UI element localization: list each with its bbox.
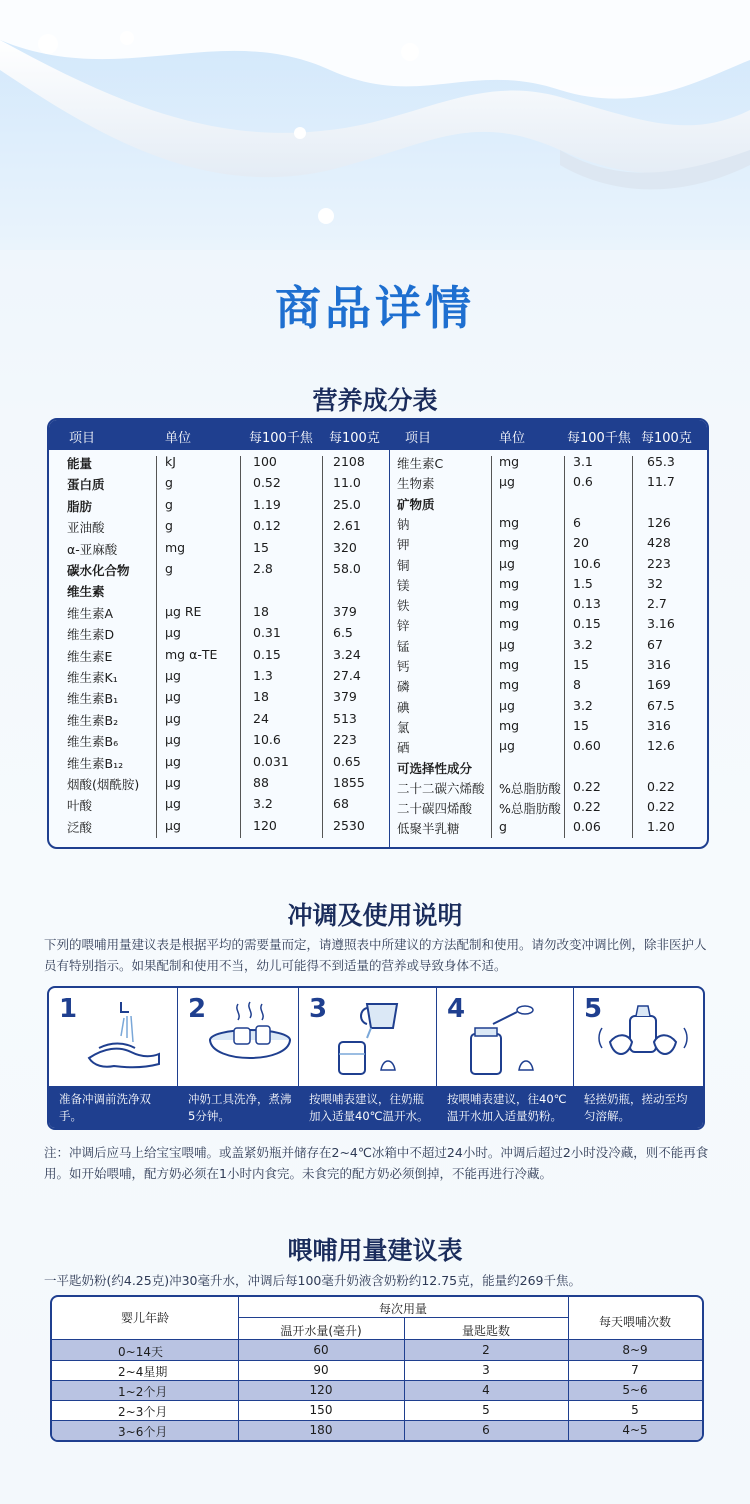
- pour-water-icon: [319, 998, 419, 1078]
- nutrient-unit: mg: [499, 717, 520, 733]
- nutrient-per-kj: 0.31: [253, 625, 281, 641]
- nutrient-per-g: 316: [647, 657, 671, 672]
- nutrient-unit: g: [165, 561, 173, 576]
- step-number: 2: [188, 994, 207, 1024]
- nutrition-table: [47, 418, 709, 849]
- nutrient-unit: μg: [499, 555, 515, 571]
- nutrient-unit: μg: [165, 817, 181, 833]
- nutrient-unit: g: [165, 518, 173, 534]
- nutrient-unit: μg: [165, 732, 181, 748]
- feeding-times: 7: [631, 1363, 639, 1377]
- nutrient-per-kj: 88: [253, 775, 269, 790]
- feeding-age: 0~14天: [118, 1345, 163, 1359]
- nutrient-name: 二十碳四烯酸: [397, 801, 473, 817]
- nutrient-per-g: 513: [333, 710, 357, 726]
- nutrient-name: 维生素D: [67, 627, 115, 643]
- nutrient-per-g: 12.6: [647, 738, 675, 754]
- nutrient-per-kj: 8: [573, 677, 581, 693]
- header-per-g-left: 每100克: [329, 431, 380, 446]
- step-4: [437, 988, 573, 1128]
- nutrient-per-g: 67.5: [647, 697, 675, 713]
- nutrient-per-kj: 0.13: [573, 596, 601, 612]
- nutrient-per-g: 2108: [333, 454, 365, 469]
- nutrient-per-g: 223: [647, 555, 671, 571]
- feeding-water: 60: [313, 1343, 329, 1357]
- nutrient-name: 叶酸: [67, 798, 93, 814]
- nutrient-per-kj: 120: [253, 817, 277, 833]
- step-text: 按喂哺表建议，往40℃温开水加入适量奶粉。: [437, 1086, 573, 1128]
- nutrient-per-kj: 0.15: [253, 646, 281, 662]
- nutrient-name: 生物素: [397, 476, 435, 492]
- nutrient-unit: μg: [165, 689, 181, 705]
- step-number: 5: [584, 994, 603, 1024]
- nutrient-per-g: 223: [333, 732, 357, 748]
- nutrient-name: 氯: [397, 719, 410, 735]
- col-divider: [240, 456, 241, 838]
- feeding-scoops: 4: [482, 1383, 490, 1397]
- nutrient-name: 镁: [397, 577, 410, 593]
- header-times: 每天喂哺次数: [598, 1315, 671, 1329]
- nutrient-unit: μg: [499, 636, 515, 652]
- nutrient-unit: %总脂肪酸: [499, 801, 561, 817]
- nutrient-unit: mg: [499, 596, 520, 612]
- header-age: 婴儿年龄: [120, 1311, 169, 1325]
- feeding-intro: 一平匙奶粉(约4.25克)冲30毫升水，冲调后每100毫升奶液含奶粉约12.75克，能量约269千焦。: [44, 1273, 581, 1288]
- nutrient-name: 维生素K₁: [67, 670, 118, 685]
- feeding-water: 180: [309, 1423, 333, 1437]
- header-item-right: 项目: [405, 431, 432, 446]
- nutrient-per-g: 379: [333, 689, 357, 705]
- row-divider: [52, 1400, 702, 1401]
- step-number: 3: [309, 994, 328, 1024]
- nutrient-unit: mg: [499, 575, 520, 591]
- row-divider: [52, 1339, 702, 1340]
- nutrient-name: 亚油酸: [67, 520, 105, 536]
- nutrient-name: 可选择性成分: [397, 760, 473, 776]
- nutrient-per-g: 58.0: [333, 561, 361, 576]
- nutrient-per-kj: 15: [573, 717, 589, 733]
- nutrient-per-g: 169: [647, 677, 671, 693]
- header-per-kj-left: 每100千焦: [249, 431, 313, 446]
- nutrient-per-kj: 0.6: [573, 474, 593, 490]
- nutrient-name: 能量: [67, 456, 93, 471]
- row-divider: [52, 1420, 702, 1421]
- step-number: 1: [59, 994, 78, 1024]
- page-title: 商品详情: [275, 281, 475, 335]
- feeding-times: 4~5: [622, 1423, 648, 1437]
- nutrient-name: 铜: [397, 557, 410, 573]
- feeding-scoops: 6: [482, 1423, 490, 1437]
- row-divider: [52, 1380, 702, 1381]
- nutrient-name: 碳水化合物: [67, 563, 130, 578]
- nutrient-per-kj: 0.06: [573, 819, 601, 835]
- nutrient-per-kj: 1.5: [573, 575, 593, 591]
- nutrient-name: 钾: [397, 537, 410, 553]
- nutrient-per-g: 67: [647, 636, 663, 652]
- nutrient-name: 维生素C: [397, 456, 444, 471]
- step-text: 准备冲调前洗净双手。: [49, 1086, 177, 1128]
- add-powder-icon: [457, 998, 557, 1078]
- col-divider: [491, 456, 492, 838]
- step-2: [178, 988, 298, 1128]
- nutrient-per-kj: 0.60: [573, 738, 601, 754]
- header-water: 温开水量(毫升): [280, 1324, 362, 1338]
- nutrient-name: 蛋白质: [67, 477, 105, 493]
- nutrient-unit: mg: [499, 616, 520, 632]
- header-per-feed: 每次用量: [378, 1302, 427, 1316]
- nutrient-per-g: 0.22: [647, 778, 675, 794]
- nutrient-name: 硒: [397, 740, 410, 756]
- nutrient-unit: μg: [499, 474, 515, 490]
- feeding-water: 90: [313, 1363, 329, 1377]
- nutrient-unit: mg: [499, 454, 520, 469]
- step-text: 按喂哺表建议，往奶瓶加入适量40℃温开水。: [299, 1086, 436, 1128]
- feeding-times: 8~9: [622, 1343, 648, 1357]
- row-divider: [52, 1360, 702, 1361]
- header-item-left: 项目: [69, 431, 96, 446]
- nutrient-unit: kJ: [165, 454, 176, 469]
- col-divider: [564, 456, 565, 838]
- nutrient-unit: μg: [165, 753, 181, 769]
- nutrient-name: 泛酸: [67, 819, 93, 835]
- nutrition-table-header: [49, 420, 707, 450]
- nutrient-per-kj: 3.2: [573, 636, 593, 652]
- nutrient-unit: mg: [499, 657, 520, 672]
- nutrient-name: 维生素A: [67, 605, 114, 621]
- nutrient-name: 钙: [397, 659, 410, 674]
- nutrient-unit: μg RE: [165, 603, 202, 619]
- nutrient-name: 脂肪: [67, 498, 93, 514]
- nutrient-unit: g: [165, 475, 173, 491]
- nutrient-name: 矿物质: [397, 496, 435, 512]
- nutrient-per-kj: 1.19: [253, 496, 281, 512]
- nutrient-name: 磷: [397, 679, 410, 695]
- nutrient-unit: g: [165, 496, 173, 512]
- nutrient-per-kj: 0.031: [253, 753, 289, 769]
- nutrient-per-g: 68: [333, 796, 349, 812]
- header-unit-right: 单位: [499, 431, 526, 446]
- nutrient-per-kj: 0.22: [573, 778, 601, 794]
- nutrient-unit: μg: [165, 796, 181, 812]
- col-divider: [322, 456, 323, 838]
- nutrient-per-kj: 0.22: [573, 799, 601, 815]
- col-divider: [156, 456, 157, 838]
- nutrient-per-g: 126: [647, 514, 671, 530]
- nutrient-per-kj: 15: [573, 657, 589, 672]
- nutrient-per-g: 428: [647, 535, 671, 551]
- feeding-age: 2~4星期: [118, 1365, 168, 1379]
- nutrient-per-g: 11.7: [647, 474, 675, 490]
- nutrient-per-g: 3.24: [333, 646, 361, 662]
- feeding-times: 5~6: [622, 1383, 648, 1397]
- usage-title: 冲调及使用说明: [287, 901, 463, 930]
- nutrient-unit: mg: [165, 539, 186, 555]
- milk-splash-icon: [0, 0, 750, 250]
- nutrient-per-g: 316: [647, 717, 671, 733]
- nutrient-unit: %总脂肪酸: [499, 780, 561, 796]
- header-scoops: 量匙匙数: [461, 1324, 510, 1338]
- nutrient-per-g: 3.16: [647, 616, 675, 632]
- step-5: [574, 988, 703, 1128]
- nutrient-per-kj: 18: [253, 689, 269, 705]
- nutrient-name: 维生素B₁₂: [67, 755, 124, 771]
- nutrient-per-kj: 1.3: [253, 668, 273, 683]
- wash-hands-icon: [69, 998, 169, 1078]
- nutrient-name: 维生素B₂: [67, 712, 119, 728]
- nutrient-unit: mg: [499, 514, 520, 530]
- nutrient-per-g: 379: [333, 603, 357, 619]
- feeding-table: [50, 1295, 704, 1442]
- feeding-scoops: 5: [482, 1403, 490, 1417]
- nutrient-name: 锰: [397, 638, 410, 654]
- nutrient-per-kj: 0.52: [253, 475, 281, 491]
- feeding-age: 3~6个月: [118, 1425, 168, 1439]
- header-unit-left: 单位: [165, 431, 192, 446]
- nutrient-per-kj: 3.2: [253, 796, 273, 812]
- nutrient-name: 烟酸(烟酰胺): [67, 777, 140, 792]
- nutrient-per-kj: 10.6: [573, 555, 601, 571]
- nutrient-per-g: 320: [333, 539, 357, 555]
- nutrient-per-g: 27.4: [333, 668, 361, 683]
- nutrient-name: 锌: [397, 618, 410, 634]
- nutrient-name: 钠: [397, 516, 410, 532]
- shake-bottle-icon: [594, 998, 694, 1078]
- step-text: 轻搓奶瓶，搓动至均匀溶解。: [574, 1086, 703, 1128]
- nutrient-per-kj: 2.8: [253, 561, 273, 576]
- nutrient-per-g: 1.20: [647, 819, 675, 835]
- nutrient-per-g: 11.0: [333, 475, 361, 491]
- nutrient-per-kj: 3.2: [573, 697, 593, 713]
- nutrient-name: 二十二碳六烯酸: [397, 780, 485, 796]
- milk-splash-banner: [0, 0, 750, 250]
- feeding-age: 2~3个月: [118, 1405, 168, 1419]
- nutrient-per-kj: 0.12: [253, 518, 281, 534]
- header-per-g-right: 每100克: [641, 431, 692, 446]
- nutrient-per-g: 6.5: [333, 625, 353, 641]
- nutrient-name: α-亚麻酸: [67, 541, 118, 557]
- header-per-kj-right: 每100千焦: [567, 431, 631, 446]
- feeding-times: 5: [631, 1403, 639, 1417]
- usage-intro: 下列的喂哺用量建议表是根据平均的需要量而定，请遵照表中所建议的方法配制和使用。请勿改变冲调比例，除非医护人员有特别指示。如果配制和使用不当，幼儿可能得不到适量的营养或导致身体不适。: [44, 937, 707, 973]
- nutrient-name: 维生素B₆: [67, 734, 119, 750]
- nutrient-per-g: 65.3: [647, 454, 675, 469]
- nutrient-unit: g: [499, 819, 507, 835]
- nutrient-per-g: 25.0: [333, 496, 361, 512]
- nutrient-per-kj: 6: [573, 514, 581, 530]
- feeding-age: 1~2个月: [118, 1385, 168, 1399]
- nutrient-name: 维生素B₁: [67, 691, 119, 707]
- nutrient-name: 低聚半乳糖: [397, 821, 460, 837]
- nutrient-name: 碘: [397, 699, 410, 715]
- table-center-divider: [389, 450, 390, 847]
- nutrient-per-g: 2.61: [333, 518, 361, 534]
- nutrition-title: 营养成分表: [312, 386, 438, 415]
- step-3: [299, 988, 436, 1128]
- nutrient-per-kj: 15: [253, 539, 269, 555]
- nutrient-unit: μg: [499, 697, 515, 713]
- nutrient-unit: μg: [165, 668, 181, 683]
- step-number: 4: [447, 994, 466, 1024]
- usage-note: 注：冲调后应马上给宝宝喂哺。或盖紧奶瓶并储存在2~4℃冰箱中不超过24小时。冲调后超过2小时没冷藏，则不能再食用。如开始喂哺，配方奶必须在1小时内食完。未食完的配方奶必须倒掉，不能再进行冷藏。: [44, 1145, 709, 1181]
- feeding-water: 120: [309, 1383, 333, 1397]
- step-text: 冲奶工具洗净，煮沸5分钟。: [178, 1086, 298, 1128]
- nutrient-per-g: 0.22: [647, 799, 675, 815]
- nutrient-per-kj: 100: [253, 454, 277, 469]
- nutrient-unit: μg: [165, 710, 181, 726]
- nutrient-unit: mg: [499, 535, 520, 551]
- boil-bottles-icon: [198, 998, 298, 1078]
- nutrient-unit: μg: [499, 738, 515, 754]
- nutrient-per-g: 2.7: [647, 596, 667, 612]
- row-divider: [238, 1317, 568, 1318]
- step-1: [49, 988, 177, 1128]
- col-divider: [632, 456, 633, 838]
- nutrient-per-kj: 10.6: [253, 732, 281, 748]
- nutrient-per-kj: 20: [573, 535, 589, 551]
- preparation-steps: [47, 986, 705, 1130]
- nutrient-unit: μg: [165, 775, 181, 790]
- nutrient-per-kj: 18: [253, 603, 269, 619]
- feeding-title: 喂哺用量建议表: [287, 1236, 463, 1265]
- nutrient-name: 铁: [397, 598, 410, 614]
- feeding-scoops: 3: [482, 1363, 490, 1377]
- nutrient-name: 维生素: [67, 584, 105, 600]
- nutrient-per-g: 0.65: [333, 753, 361, 769]
- nutrient-per-g: 1855: [333, 775, 365, 790]
- feeding-scoops: 2: [482, 1343, 490, 1357]
- feeding-water: 150: [309, 1403, 333, 1417]
- nutrient-per-g: 32: [647, 575, 663, 591]
- nutrient-name: 维生素E: [67, 648, 113, 664]
- nutrient-unit: μg: [165, 625, 181, 641]
- nutrient-per-kj: 3.1: [573, 454, 593, 469]
- nutrient-unit: mg α-TE: [165, 646, 218, 662]
- nutrient-per-kj: 0.15: [573, 616, 601, 632]
- nutrient-per-g: 2530: [333, 817, 365, 833]
- nutrient-per-kj: 24: [253, 710, 269, 726]
- nutrient-unit: mg: [499, 677, 520, 693]
